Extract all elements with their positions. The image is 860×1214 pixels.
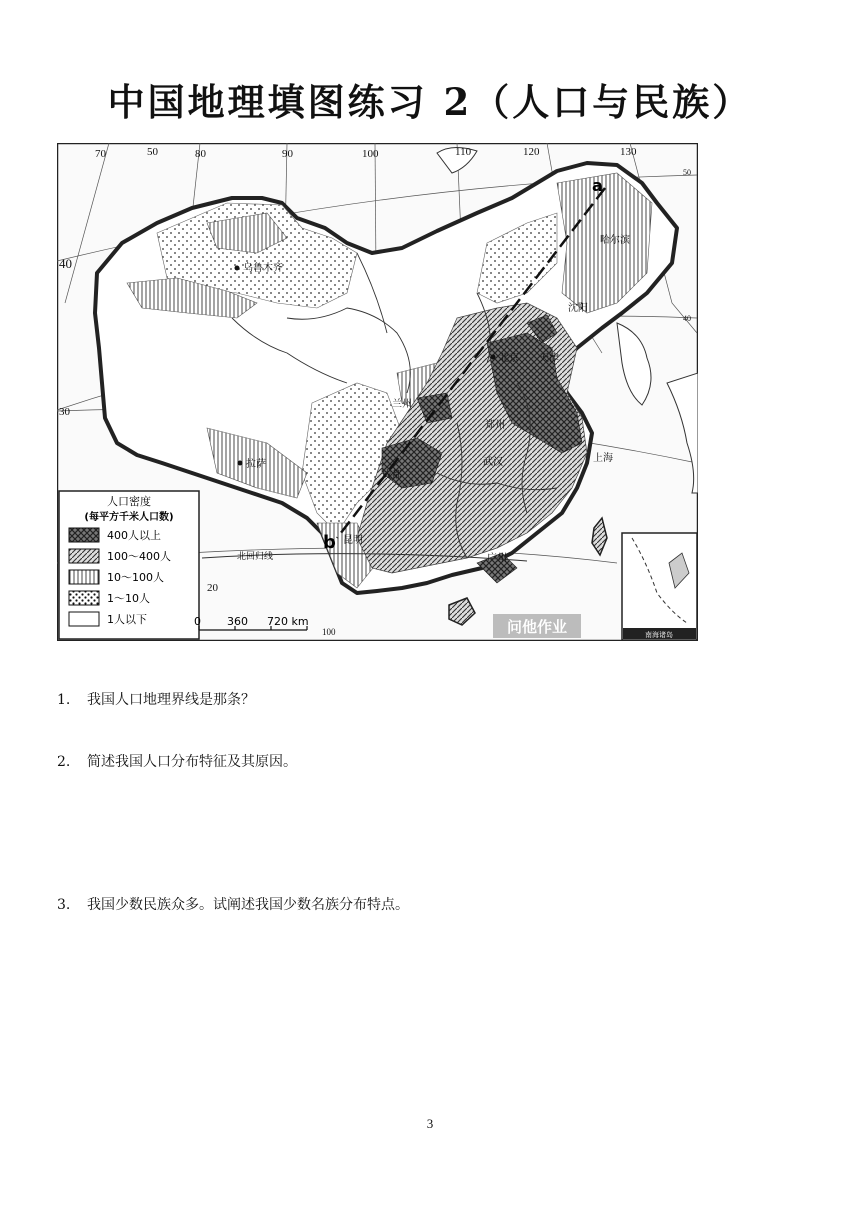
city-lhasa: 拉萨 [246, 459, 266, 470]
city-chengdu: 成都 [382, 470, 402, 481]
city-shenyang: 沈阳 [568, 303, 588, 314]
page-title: 中国地理填图练习 2（人口与民族） [107, 80, 753, 124]
city-shanghai: 上海 [593, 453, 613, 464]
city-kunming: 昆明 [343, 535, 363, 546]
svg-text:40: 40 [59, 256, 72, 271]
question-3-text: 我国少数民族众多。试阐述我国少数名族分布特点。 [87, 897, 409, 913]
svg-text:120: 120 [523, 146, 540, 158]
question-2-number: 2. [57, 754, 71, 770]
question-2-text: 简述我国人口分布特征及其原因。 [87, 754, 297, 770]
inset-caption: 南海诸岛 [645, 631, 673, 639]
svg-text:130: 130 [620, 146, 637, 158]
legend-item-2: 100～400人 [107, 550, 171, 563]
legend-swatch-2 [69, 549, 99, 563]
city-beijing: 北京 [499, 353, 519, 364]
question-3-number: 3. [57, 897, 71, 913]
city-wuhan: 武汉 [483, 457, 503, 468]
city-lanzhou: 兰州 [392, 399, 412, 410]
city-guangzhou: 广州 [487, 553, 507, 564]
svg-text:110: 110 [455, 146, 472, 158]
tropic-label: 北回归线 [237, 552, 274, 562]
question-1 [57, 689, 255, 709]
line-label-b: b [323, 532, 336, 553]
city-harbin: 哈尔滨 [600, 235, 630, 246]
line-label-a: a [592, 176, 603, 195]
question-1-number: 1. [57, 692, 71, 708]
watermark [493, 614, 581, 638]
legend-title: 人口密度 [107, 495, 151, 508]
svg-text:90: 90 [282, 148, 293, 160]
svg-text:80: 80 [195, 148, 206, 160]
legend-subtitle: (每平方千米人口数) [84, 512, 174, 523]
city-zhengzhou: 郑州 [485, 420, 505, 431]
svg-text:100: 100 [362, 148, 379, 160]
legend-item-4: 1～10人 [107, 592, 150, 605]
svg-text:40: 40 [683, 314, 691, 323]
city-urumqi: 乌鲁木齐 [243, 263, 283, 274]
question-2 [57, 751, 297, 771]
question-3 [57, 894, 409, 914]
svg-text:20: 20 [207, 582, 218, 594]
svg-text:360: 360 [227, 615, 248, 628]
legend-item-1: 400人以上 [107, 529, 161, 542]
svg-text:50: 50 [683, 168, 691, 177]
svg-text:问他作业: 问他作业 [506, 618, 568, 636]
svg-text:50: 50 [147, 146, 158, 158]
page-number: 3 [426, 1116, 434, 1131]
svg-text:100: 100 [322, 627, 336, 637]
svg-text:70: 70 [95, 148, 106, 160]
legend-swatch-5 [69, 612, 99, 626]
legend-swatch-3 [69, 570, 99, 584]
map-legend [59, 491, 199, 639]
population-density-map [57, 143, 698, 641]
svg-text:30: 30 [59, 406, 70, 418]
legend-item-5: 1人以下 [107, 613, 147, 626]
question-1-text: 我国人口地理界线是那条？ [87, 692, 255, 708]
svg-text:0: 0 [194, 615, 201, 628]
svg-text:720 km: 720 km [267, 615, 309, 628]
legend-swatch-4 [69, 591, 99, 605]
legend-swatch-1 [69, 528, 99, 542]
legend-item-3: 10～100人 [107, 571, 164, 584]
city-tianjin: 天津 [539, 353, 559, 364]
south-china-sea-inset [622, 533, 697, 640]
